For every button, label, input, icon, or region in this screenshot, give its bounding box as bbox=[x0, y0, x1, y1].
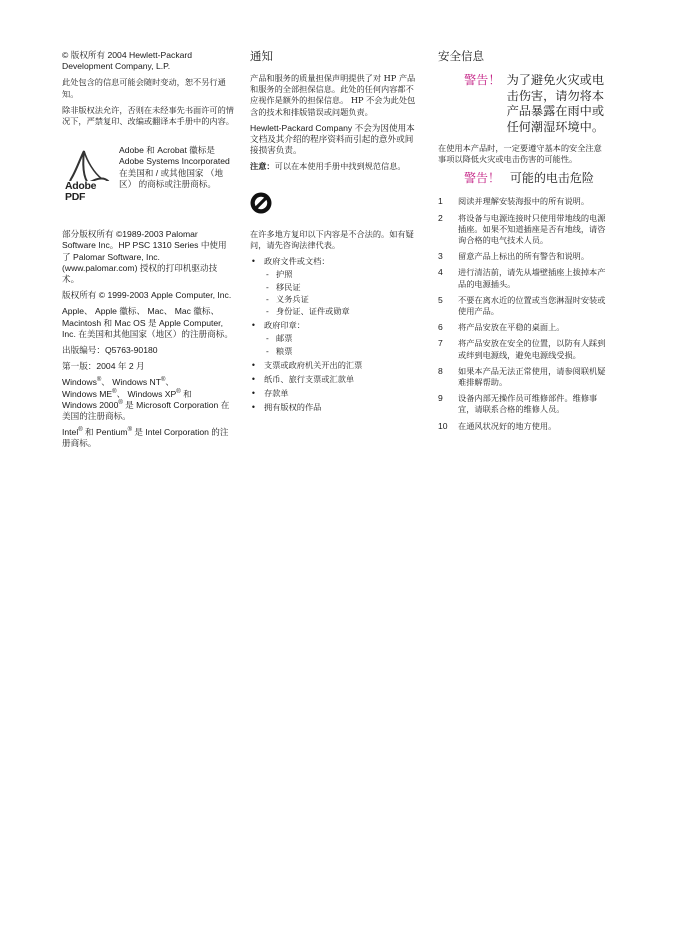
list-item: 8 如果本产品无法正常使用，请参阅联机疑难排解帮助。 bbox=[438, 365, 606, 388]
edition-date: 第一版：2004 年 2 月 bbox=[62, 361, 145, 372]
warning-label: 警告！ bbox=[464, 73, 501, 87]
notice-change-text: 此处包含的信息可能会随时变动，恕不另行通知。 bbox=[62, 77, 226, 99]
adobe-pdf-logo-text: Adobe PDF bbox=[64, 181, 119, 203]
copyright-column bbox=[62, 50, 234, 455]
intel-trademark-text: Intel® 和 Pentium® 是 Intel Corporation 的注册商标。 bbox=[62, 427, 229, 449]
safety-instructions-list bbox=[438, 196, 608, 431]
list-item: - 粮票 bbox=[264, 346, 418, 357]
list-item: - 移民证 bbox=[264, 282, 418, 293]
list-item: • 拥有版权的作品 bbox=[250, 402, 418, 413]
list-item: 5 不要在离水近的位置或当您淋湿时安装或使用产品。 bbox=[438, 294, 606, 317]
apple-copyright-text: 版权所有 © 1999-2003 Apple Computer, Inc. bbox=[62, 290, 232, 301]
copyright-line: © 版权所有 2004 Hewlett-Packard Development Company, L.P. bbox=[62, 50, 193, 72]
list-item: 4 进行清洁前，请先从墙壁插座上拔掉本产品的电源插头。 bbox=[438, 267, 606, 289]
windows-trademark-text: Windows®、 Windows NT®、 Windows ME®、 Windows XP® 和 Windows 2000® 是 Microsoft Corporation 在美国的注册商标。 bbox=[62, 377, 230, 422]
safety-heading: 安全信息 bbox=[438, 51, 484, 63]
list-item: • 政府文件或文档： - 护照 - 移民证 - 义务兵证 - 身份证、证件或勋章 bbox=[250, 256, 418, 317]
list-item: 1 阅读并理解安装海报中的所有说明。 bbox=[438, 196, 590, 207]
adobe-trademark-text: Adobe 和 Acrobat 徽标是 Adobe Systems Incorporated 在美国和 / 或其他国家 （地区） 的商标或注册商标。 bbox=[119, 145, 230, 189]
list-item: - 义务兵证 bbox=[264, 294, 418, 305]
warning-fire-shock bbox=[438, 73, 608, 135]
list-item: 7 将产品安放在安全的位置，以防有人踩到或绊到电源线，避免电源线受损。 bbox=[438, 338, 606, 360]
warranty-text: 产品和服务的质量担保声明提供了对 HP 产品和服务的全部担保信息。此处的任何内容都不应视作是额外的担保信息。 HP 不会为此处包含的技术和排版错误或问题负责。 bbox=[250, 73, 416, 117]
notice-column bbox=[250, 50, 418, 417]
apple-trademark-text: Apple、 Apple 徽标、 Mac、 Mac 徽标、Macintosh 和 Mac OS 是 Apple Computer, Inc. 在美国和其他国家（地区）的注册商标。 bbox=[62, 306, 233, 339]
list-item: • 政府印章： - 邮票 - 粮票 bbox=[250, 320, 418, 357]
notice-heading: 通知 bbox=[250, 51, 273, 63]
safety-intro-text: 在使用本产品时，一定要遵守基本的安全注意事项以降低火灾或电击伤害的可能性。 bbox=[438, 143, 602, 165]
reproduction-prohibited-text: 除非版权法允许，否则在未经事先书面许可的情况下，严禁复印、改编或翻译本手册中的内容。 bbox=[62, 104, 234, 127]
palomar-copyright-text: 部分版权所有 ©1989-2003 Palomar Software Inc。HP PSC 1310 Series 中使用了 Palomar Software, Inc. (www.palomar.com) 授权的打印机驱动技术。 bbox=[62, 229, 227, 285]
warning-text: 可能的电击危险 bbox=[509, 171, 594, 186]
publication-number: 出版编号：Q5763-90180 bbox=[62, 345, 158, 356]
list-item: - 身份证、证件或勋章 bbox=[264, 306, 418, 317]
government-documents-list bbox=[264, 269, 418, 317]
government-stamps-list bbox=[264, 333, 418, 356]
list-item: 9 设备内部无操作员可维修部件。维修事宜，请联系合格的维修人员。 bbox=[438, 393, 598, 415]
copy-illegal-text: 在许多地方复印以下内容是不合法的。如有疑问，请先咨询法律代表。 bbox=[250, 228, 414, 251]
warning-shock-hazard bbox=[438, 171, 608, 186]
list-item: 3 留意产品上标出的所有警告和说明。 bbox=[438, 251, 590, 262]
list-item: 6 将产品安放在平稳的桌面上。 bbox=[438, 322, 565, 333]
adobe-pdf-logo bbox=[62, 145, 119, 215]
illegal-items-list bbox=[250, 256, 418, 413]
prohibited-icon bbox=[250, 192, 272, 214]
note-text: 注意：可以在本使用手册中找到规范信息。 bbox=[250, 161, 406, 172]
list-item: • 纸币、旅行支票或汇款单 bbox=[250, 374, 418, 385]
liability-text: Hewlett-Packard Company 不会为因使用本文档及其介绍的程序资料而引起的意外或间接损害负责。 bbox=[250, 122, 415, 156]
warning-text: 为了避免火灾或电击伤害，请勿将本产品暴露在雨中或任何潮湿环境中。 bbox=[506, 73, 605, 134]
warning-label: 警告！ bbox=[464, 171, 501, 186]
list-item: 2 将设备与电源连接时只使用带地线的电源插座。如果不知道插座是否有地线，请咨询合格的电气技术人员。 bbox=[438, 212, 606, 246]
list-item: 10 在通风状况好的地方使用。 bbox=[438, 420, 557, 431]
safety-column bbox=[438, 50, 608, 437]
list-item: • 支票或政府机关开出的汇票 bbox=[250, 360, 418, 371]
adobe-trademark-block bbox=[62, 145, 234, 215]
list-item: • 存款单 bbox=[250, 388, 418, 399]
list-item: - 邮票 bbox=[264, 333, 418, 344]
list-item: - 护照 bbox=[264, 269, 418, 280]
